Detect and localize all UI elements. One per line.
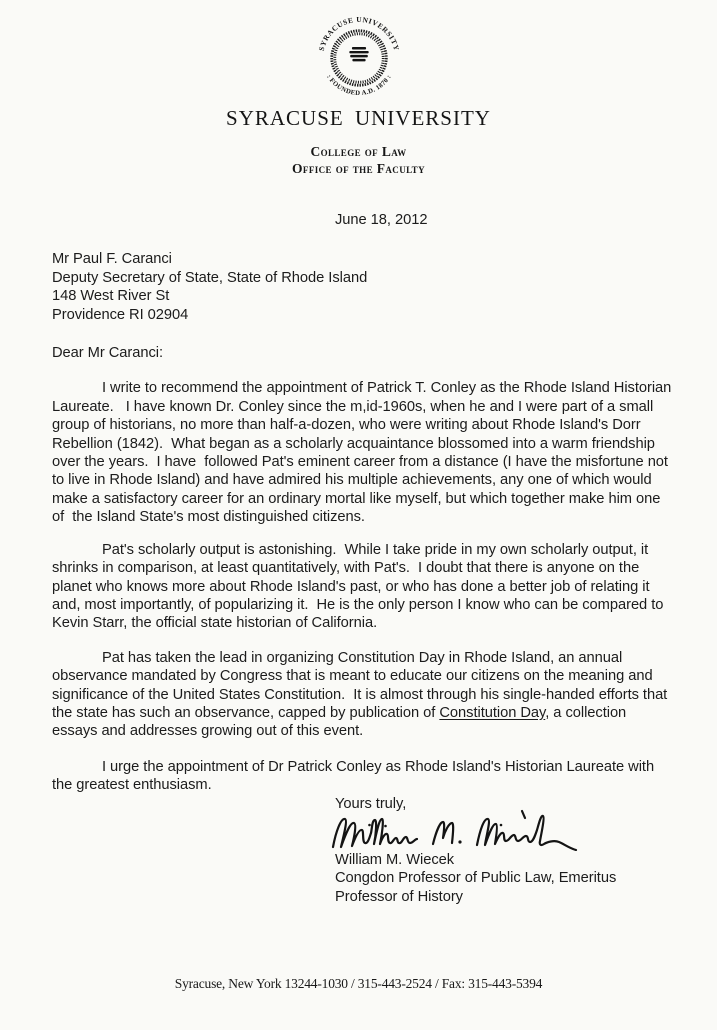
paragraph-3-text: Pat has taken the lead in organizing Constitution Day in Rhode Island, an annual observance mandated by Congress that is meant to educate our citizens on the meaning and significance of the United States Constitution. It is almost through his single-handed efforts that the state has such an observance, capped by publication of: [52, 649, 672, 721]
recipient-address: [52, 250, 674, 324]
seal-bottom-text: : FOUNDED A.D. 1870 :: [324, 73, 393, 98]
seal-motto-text: [349, 47, 368, 61]
letter-body: [52, 211, 674, 906]
signer-title-1: Congdon Professor of Public Law, Emeritus: [335, 870, 617, 887]
svg-text:SYRACUSE UNIVERSITY: [316, 15, 401, 52]
seal-top-text: SYRACUSE UNIVERSITY: [316, 14, 401, 52]
svg-text:: FOUNDED A.D. 1870 :: [325, 74, 393, 97]
seal-wreath-inner: [334, 34, 382, 82]
signer-name: William M. Wiecek: [335, 851, 455, 868]
paragraph-3: [52, 649, 674, 741]
handwritten-signature: [329, 809, 591, 851]
paragraph-4: I urge the appointment of Dr Patrick Conley as Rhode Island's Historian Laureate with the greatest enthusiasm.: [52, 758, 659, 794]
salutation: Dear Mr Caranci:: [52, 345, 164, 362]
letterhead: [0, 0, 717, 177]
closing-phrase: Yours truly,: [335, 795, 407, 812]
letterhead-department-block: [0, 144, 717, 177]
recipient-street: 148 West River St: [52, 288, 170, 305]
letter-date: June 18, 2012: [335, 212, 428, 228]
paragraph-1: I write to recommend the appointment of Patrick T. Conley as the Rhode Island Historian Laureate. I have known Dr. Conley since the m,id-1960s, when he and I were part of a small group of historians, no more than half-a-dozen, who were writing about Rhode Island's Dorr Rebellion (1842). What began as a scholarly acquaintance blossomed into a warm friendship over the years. I have followed Pat's eminent career from a distance (I have the misfortune not to live in Rhode Island) and have admired his multiple achievements, any one of which would make a satisfactory career for an ordinary mortal like myself, but which together make him one of the Island State's most distinguished citizens.: [52, 380, 676, 526]
book-title-constitution-day: Constitution Day: [439, 704, 546, 721]
paragraph-2: Pat's scholarly output is astonishing. While I take pride in my own scholarly output, it shrinks in comparison, at least quantitatively, with Pat's. I doubt that there is anyone on the planet who knows more about Rhode Island's past, or who has done a better job of relating it and, most importantly, of popularizing it. He is the only person I know who can be compared to Kevin Starr, the official state historian of California.: [52, 541, 668, 632]
recipient-title: Deputy Secretary of State, State of Rhode Island: [52, 269, 368, 286]
signer-block: [335, 851, 674, 906]
footer-contact-line: Syracuse, New York 13244-1030 / 315-443-2524 / Fax: 315-443-5394: [174, 976, 543, 991]
paragraph-3-end: , a collection essays and addresses growing out of this event.: [52, 704, 631, 740]
college-name: College of Law: [310, 144, 407, 159]
signer-title-2: Professor of History: [335, 888, 463, 905]
recipient-name: Mr Paul F. Caranci: [52, 251, 172, 268]
university-name: SYRACUSE UNIVERSITY: [226, 106, 491, 130]
university-seal-icon: [315, 14, 403, 102]
seal-wreath-outer: [331, 31, 386, 86]
office-name: Office of the Faculty: [292, 160, 425, 176]
recipient-city: Providence RI 02904: [52, 306, 189, 323]
closing-block: [335, 795, 674, 907]
